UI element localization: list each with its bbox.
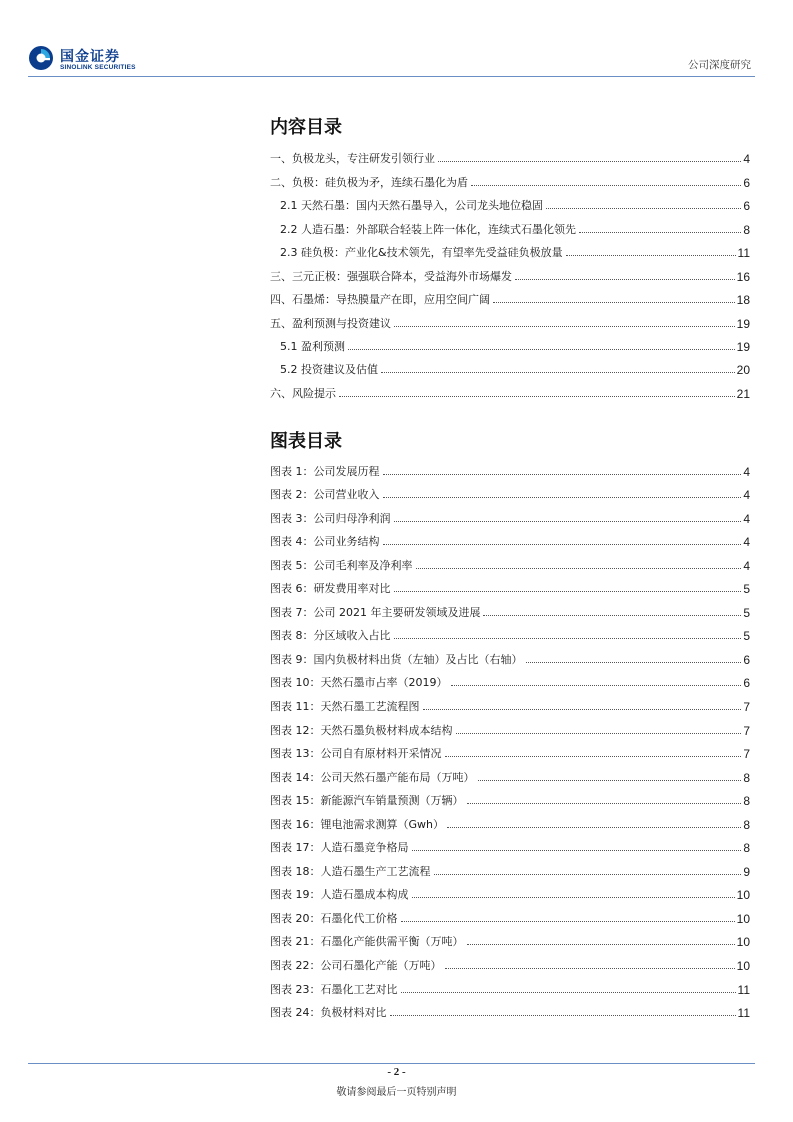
entry-label: 图表 2：公司营业收入 bbox=[270, 488, 380, 502]
dot-leader bbox=[412, 850, 742, 851]
entry-label: 图表 4：公司业务结构 bbox=[270, 535, 380, 549]
entry-label: 图表 3：公司归母净利润 bbox=[270, 511, 391, 525]
disclaimer-text: 敬请参阅最后一页特别声明 bbox=[336, 1087, 457, 1098]
dot-leader bbox=[381, 372, 735, 373]
entry-page-number: 7 bbox=[743, 723, 750, 738]
company-logo bbox=[28, 45, 158, 75]
entry-page-number: 21 bbox=[736, 386, 750, 401]
dot-leader bbox=[434, 874, 742, 875]
dot-leader bbox=[467, 944, 735, 945]
entry-label: 5.1 盈利预测 bbox=[280, 339, 345, 353]
entry-label: 图表 11：天然石墨工艺流程图 bbox=[270, 700, 420, 714]
entry-label: 图表 23：石墨化工艺对比 bbox=[270, 982, 398, 996]
entry-label: 三、三元正极：强强联合降本，受益海外市场爆发 bbox=[270, 269, 512, 283]
entry-page-number: 4 bbox=[743, 152, 750, 167]
entry-page-number: 7 bbox=[743, 747, 750, 762]
figure-entry[interactable] bbox=[270, 926, 750, 950]
dot-leader bbox=[546, 208, 741, 209]
contents-title: 内容目录 bbox=[270, 117, 342, 138]
dot-leader bbox=[579, 232, 741, 233]
entry-label: 图表 7：公司 2021 年主要研发领域及进展 bbox=[270, 605, 481, 619]
dot-leader bbox=[493, 302, 735, 303]
figure-entry[interactable] bbox=[270, 620, 750, 644]
dot-leader bbox=[383, 497, 742, 498]
entry-label: 六、风险提示 bbox=[270, 386, 336, 400]
document-type: 公司深度研究 bbox=[688, 59, 751, 71]
dot-leader bbox=[394, 638, 742, 639]
dot-leader bbox=[339, 396, 735, 397]
entry-label: 一、负极龙头，专注研发引领行业 bbox=[270, 152, 435, 166]
entry-page-number: 6 bbox=[743, 175, 750, 190]
footer-divider bbox=[28, 1063, 755, 1064]
entry-label: 二、负极：硅负极为矛，连续石墨化为盾 bbox=[270, 175, 468, 189]
page-header bbox=[0, 0, 793, 80]
entry-page-number: 20 bbox=[736, 363, 750, 378]
dot-leader bbox=[394, 521, 742, 522]
figure-entry[interactable] bbox=[270, 997, 750, 1021]
entry-page-number: 5 bbox=[743, 629, 750, 644]
dot-leader bbox=[467, 803, 742, 804]
toc-entry[interactable] bbox=[270, 377, 750, 400]
toc-entry[interactable] bbox=[270, 354, 750, 377]
contents-list bbox=[270, 143, 750, 401]
dot-leader bbox=[383, 544, 742, 545]
entry-label: 图表 18：人造石墨生产工艺流程 bbox=[270, 864, 431, 878]
entry-page-number: 8 bbox=[743, 770, 750, 785]
figure-entry[interactable] bbox=[270, 879, 750, 903]
entry-page-number: 11 bbox=[737, 1006, 750, 1021]
entry-page-number: 16 bbox=[736, 269, 750, 284]
entry-label: 图表 21：石墨化产能供需平衡（万吨） bbox=[270, 935, 464, 949]
figure-entry[interactable] bbox=[270, 526, 750, 550]
entry-page-number: 4 bbox=[743, 558, 750, 573]
entry-label: 图表 10：天然石墨市占率（2019） bbox=[270, 676, 448, 690]
entry-label: 图表 5：公司毛利率及净利率 bbox=[270, 558, 413, 572]
entry-page-number: 6 bbox=[743, 652, 750, 667]
entry-label: 图表 6：研发费用率对比 bbox=[270, 582, 391, 596]
entry-label: 图表 9：国内负极材料出货（左轴）及占比（右轴） bbox=[270, 652, 523, 666]
figure-entry[interactable] bbox=[270, 761, 750, 785]
entry-label: 图表 12：天然石墨负极材料成本结构 bbox=[270, 723, 453, 737]
entry-label: 5.2 投资建议及估值 bbox=[280, 363, 378, 377]
dot-leader bbox=[412, 897, 735, 898]
toc-entry[interactable] bbox=[270, 260, 750, 283]
dot-leader bbox=[483, 615, 741, 616]
entry-label: 图表 19：人造石墨成本构成 bbox=[270, 888, 409, 902]
figure-entry[interactable] bbox=[270, 714, 750, 738]
entry-label: 图表 1：公司发展历程 bbox=[270, 464, 380, 478]
entry-page-number: 11 bbox=[737, 246, 750, 261]
entry-page-number: 10 bbox=[736, 911, 750, 926]
figure-entry[interactable] bbox=[270, 902, 750, 926]
figure-entry[interactable] bbox=[270, 667, 750, 691]
entry-page-number: 4 bbox=[743, 464, 750, 479]
dot-leader bbox=[456, 733, 742, 734]
figure-entry[interactable] bbox=[270, 738, 750, 762]
dot-leader bbox=[445, 968, 735, 969]
entry-page-number: 4 bbox=[743, 511, 750, 526]
entry-page-number: 7 bbox=[743, 700, 750, 715]
figure-entry[interactable] bbox=[270, 502, 750, 526]
entry-page-number: 6 bbox=[743, 199, 750, 214]
entry-label: 图表 8：分区域收入占比 bbox=[270, 629, 391, 643]
entry-label: 图表 17：人造石墨竞争格局 bbox=[270, 841, 409, 855]
dot-leader bbox=[447, 827, 741, 828]
entry-page-number: 8 bbox=[743, 222, 750, 237]
entry-page-number: 9 bbox=[743, 864, 750, 879]
entry-label: 2.1 天然石墨：国内天然石墨导入，公司龙头地位稳固 bbox=[280, 199, 543, 213]
toc-entry[interactable] bbox=[270, 331, 750, 354]
dot-leader bbox=[478, 780, 742, 781]
dot-leader bbox=[394, 326, 735, 327]
dot-leader bbox=[394, 591, 742, 592]
entry-label: 四、石墨烯：导热膜量产在即，应用空间广阔 bbox=[270, 293, 490, 307]
dot-leader bbox=[438, 161, 741, 162]
dot-leader bbox=[348, 349, 735, 350]
dot-leader bbox=[401, 921, 735, 922]
figure-entry[interactable] bbox=[270, 949, 750, 973]
entry-page-number: 10 bbox=[736, 935, 750, 950]
page-number: - 2 - bbox=[387, 1066, 406, 1078]
figure-entry[interactable] bbox=[270, 973, 750, 997]
entry-page-number: 10 bbox=[736, 888, 750, 903]
entry-label: 图表 20：石墨化代工价格 bbox=[270, 911, 398, 925]
figure-entry[interactable] bbox=[270, 573, 750, 597]
entry-page-number: 5 bbox=[743, 582, 750, 597]
entry-page-number: 19 bbox=[736, 316, 750, 331]
dot-leader bbox=[383, 474, 742, 475]
dot-leader bbox=[416, 568, 742, 569]
figure-entry[interactable] bbox=[270, 479, 750, 503]
entry-page-number: 4 bbox=[743, 488, 750, 503]
entry-page-number: 19 bbox=[736, 339, 750, 354]
dot-leader bbox=[471, 185, 741, 186]
dot-leader bbox=[451, 685, 742, 686]
entry-page-number: 10 bbox=[736, 959, 750, 974]
entry-page-number: 4 bbox=[743, 535, 750, 550]
toc-entry[interactable] bbox=[270, 307, 750, 330]
figures-title: 图表目录 bbox=[270, 431, 342, 452]
dot-leader bbox=[423, 709, 742, 710]
header-divider bbox=[28, 76, 755, 77]
toc-entry[interactable] bbox=[270, 237, 750, 260]
entry-page-number: 8 bbox=[743, 794, 750, 809]
entry-page-number: 8 bbox=[743, 841, 750, 856]
entry-label: 图表 24：负极材料对比 bbox=[270, 1006, 387, 1020]
figure-entry[interactable] bbox=[270, 596, 750, 620]
dot-leader bbox=[445, 756, 742, 757]
entry-label: 图表 15：新能源汽车销量预测（万辆） bbox=[270, 794, 464, 808]
entry-label: 图表 16：锂电池需求测算（Gwh） bbox=[270, 817, 444, 831]
entry-label: 图表 14：公司天然石墨产能布局（万吨） bbox=[270, 770, 475, 784]
toc-entry[interactable] bbox=[270, 284, 750, 307]
toc-entry[interactable] bbox=[270, 166, 750, 189]
entry-label: 2.3 硅负极：产业化&技术领先，有望率先受益硅负极放量 bbox=[280, 246, 563, 260]
dot-leader bbox=[390, 1015, 736, 1016]
figure-entry[interactable] bbox=[270, 808, 750, 832]
entry-label: 2.2 人造石墨：外部联合轻装上阵一体化，连续式石墨化领先 bbox=[280, 222, 576, 236]
entry-label: 五、盈利预测与投资建议 bbox=[270, 316, 391, 330]
figures-list bbox=[270, 455, 750, 1020]
entry-page-number: 18 bbox=[736, 293, 750, 308]
logo-chinese-name: 国金证券 bbox=[60, 49, 120, 65]
figure-entry[interactable] bbox=[270, 785, 750, 809]
entry-label: 图表 22：公司石墨化产能（万吨） bbox=[270, 959, 442, 973]
figure-entry[interactable] bbox=[270, 455, 750, 479]
entry-page-number: 11 bbox=[737, 982, 750, 997]
entry-page-number: 6 bbox=[743, 676, 750, 691]
toc-entry[interactable] bbox=[270, 143, 750, 166]
figure-entry[interactable] bbox=[270, 832, 750, 856]
figure-entry[interactable] bbox=[270, 643, 750, 667]
toc-entry[interactable] bbox=[270, 190, 750, 213]
figure-entry[interactable] bbox=[270, 549, 750, 573]
dot-leader bbox=[526, 662, 742, 663]
entry-label: 图表 13：公司自有原材料开采情况 bbox=[270, 747, 442, 761]
dot-leader bbox=[566, 255, 736, 256]
entry-page-number: 5 bbox=[743, 605, 750, 620]
dot-leader bbox=[515, 279, 735, 280]
entry-page-number: 8 bbox=[743, 817, 750, 832]
figure-entry[interactable] bbox=[270, 855, 750, 879]
sinolink-logo-icon bbox=[28, 45, 54, 71]
dot-leader bbox=[401, 992, 736, 993]
toc-entry[interactable] bbox=[270, 213, 750, 236]
figure-entry[interactable] bbox=[270, 690, 750, 714]
logo-english-name: SINOLINK SECURITIES bbox=[60, 64, 136, 71]
